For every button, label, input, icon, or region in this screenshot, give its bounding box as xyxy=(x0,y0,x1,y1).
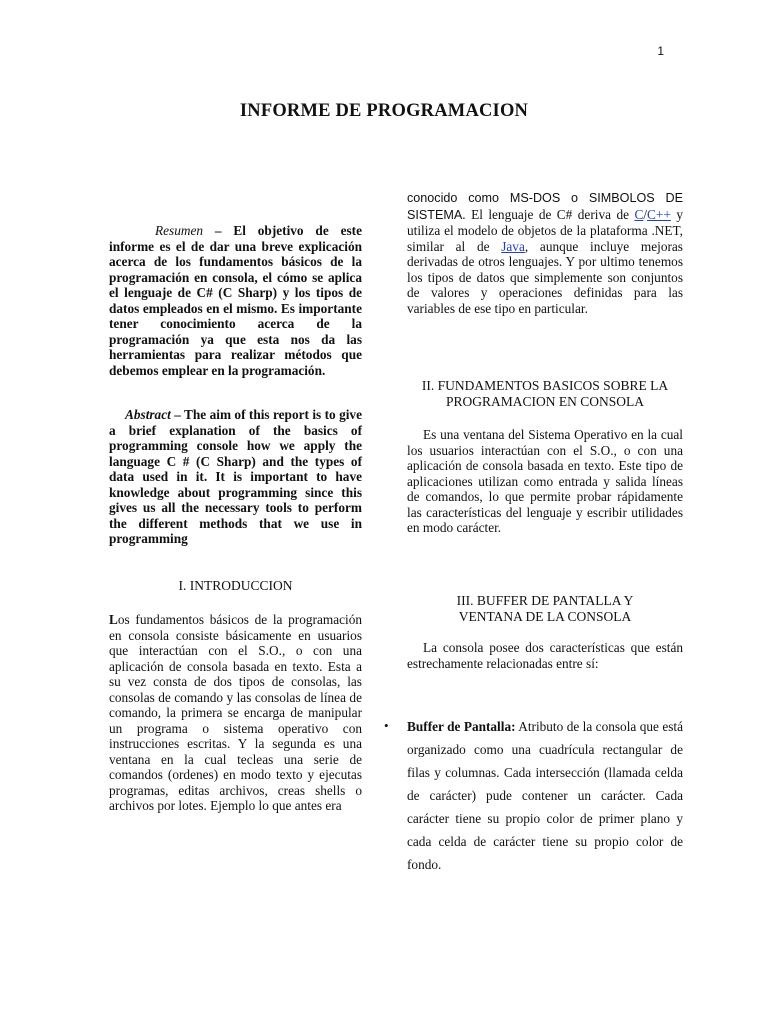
link-java[interactable]: Java xyxy=(501,238,525,254)
section-heading-introduccion: I. INTRODUCCION xyxy=(178,578,293,593)
document-title: INFORME DE PROGRAMACION xyxy=(239,101,529,121)
link-cpp[interactable]: C++ xyxy=(647,206,671,222)
resumen-label: Resumen xyxy=(155,223,203,238)
cont-text-1: conocido como xyxy=(407,191,510,205)
introduccion-text: os fundamentos básicos de la programación en consola consiste básicamente en usuarios que interactúan con el S.O., o con una aplicación de consola basada en texto. Esta a su vez consta de dos tipos de consolas, las consolas de comando y las consolas de línea de comando, la primera se encarga de manipular un programa o sistema operativo con instrucciones escritas. Y la segunda es una ventana en la cual tecleas una serie de comandos (ordenes) en modo texto y ejecutas programas, editas archivos, creas shells o archivos por lotes. Ejemplo lo que antes era xyxy=(109,612,362,813)
bullet-term: Buffer de Pantalla: xyxy=(407,719,516,734)
section-heading-buffer: III. BUFFER DE PANTALLA Y VENTANA DE LA CONSOLA xyxy=(456,593,634,624)
cont-simbolos: SIMBOLOS DE SISTEMA xyxy=(407,191,683,222)
cont-text-3: . El lenguaje de C# deriva de xyxy=(462,206,635,222)
bullet-text: Atributo de la consola que está organizado como una cuadrícula rectangular de filas y columnas. Cada intersección (llamada celda de carácter) pude contener un carácter. Cada carácter tiene su propio color de primer plano y cada celda de carácter tiene su propio color de fondo. xyxy=(407,719,683,872)
introduccion-paragraph xyxy=(109,612,362,814)
fundamentos-paragraph: Es una ventana del Sistema Operativo en la cual los usuarios interactúan con el S.O., o con una aplicación de consola basada en texto. Este tipo de aplicaciones utilizan como entrada y salida líneas de comandos, lo que permite probar rápidamente las características del lenguaje y escribir utilidades en modo carácter. xyxy=(407,427,683,535)
link-c[interactable]: C xyxy=(634,206,644,222)
resumen-text: – El objetivo de este informe es el de dar una breve explicación acerca de los fundamentos básicos de la programación en consola, el cómo se aplica el lenguaje de C# (C Sharp) y los tipos de datos empleados en el mismo. Es importante tener conocimiento acerca de la programación ya que esta nos da las herramientas para realizar métodos que debemos emplear en la programación. xyxy=(109,223,362,378)
section-heading-fundamentos: II. FUNDAMENTOS BASICOS SOBRE LA PROGRAMACION EN CONSOLA xyxy=(421,378,669,409)
cont-text-2: o xyxy=(560,191,589,205)
bullet-paragraph xyxy=(407,715,683,876)
abstract-paragraph xyxy=(109,407,362,547)
buffer-intro-paragraph: La consola posee dos características que están estrechamente relacionadas entre sí: xyxy=(407,640,683,671)
continuation-paragraph xyxy=(407,190,683,316)
cont-slash: / xyxy=(643,206,648,222)
cont-msdos: MS-DOS xyxy=(509,191,561,205)
cont-text-4: y utiliza el modelo de objetos de la plataforma .NET, similar al de xyxy=(407,206,683,254)
abstract-text: – The aim of this report is to give a brief explanation of the basics of programming console how we apply the language C # (C Sharp) and the types of data used in it. It is important to have knowledge about programming since this gives us all the necessary tools to perform the different methods that we use in programming xyxy=(109,407,362,546)
resumen-paragraph xyxy=(109,223,362,378)
drop-letter: L xyxy=(109,612,118,627)
cont-text-5: , aunque incluye mejoras derivadas de otros lenguajes. Y por ultimo tenemos los tipos de datos que simplemente son conjuntos de valores y operaciones definidas para las variables de ese tipo en particular. xyxy=(407,238,683,316)
bullet-icon: • xyxy=(384,718,389,733)
page-number: 1 xyxy=(657,44,664,58)
abstract-label: Abstract xyxy=(125,407,171,422)
